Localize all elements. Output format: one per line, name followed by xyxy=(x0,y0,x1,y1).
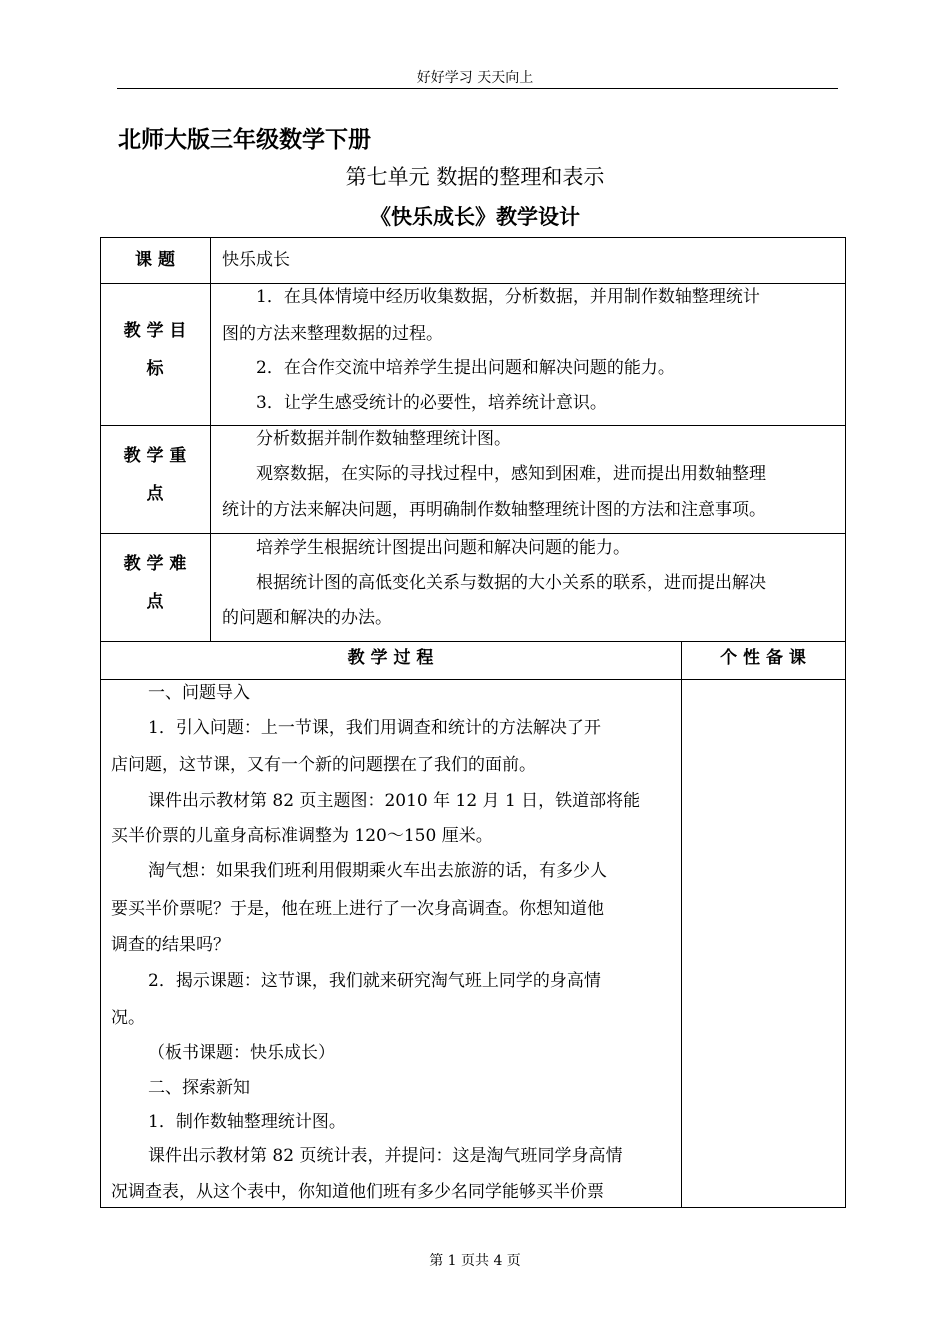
process-line: 况。 xyxy=(111,1008,145,1028)
key-line: 观察数据，在实际的寻找过程中，感知到困难，进而提出用数轴整理 xyxy=(256,464,766,484)
goals-label-line1: 教 学 目 xyxy=(123,321,187,341)
difficulty-line: 培养学生根据统计图提出问题和解决问题的能力。 xyxy=(256,538,630,558)
page-footer-number: 第 1 页共 4 页 xyxy=(429,1253,521,1269)
key-line: 分析数据并制作数轴整理统计图。 xyxy=(256,429,511,449)
topic-value: 快乐成长 xyxy=(222,250,290,270)
topic-label: 课 题 xyxy=(135,250,175,270)
key-label-line2: 点 xyxy=(146,484,164,504)
document-title: 北师大版三年级数学下册 xyxy=(118,127,371,153)
key-line: 统计的方法来解决问题，再明确制作数轴整理统计图的方法和注意事项。 xyxy=(222,500,766,520)
goals-line: 1．在具体情境中经历收集数据，分析数据，并用制作数轴整理统计 xyxy=(256,287,760,307)
personal-prep-header: 个 性 备 课 xyxy=(720,648,806,668)
difficulty-label-line2: 点 xyxy=(146,592,164,612)
document-subtitle-lesson: 《快乐成长》教学设计 xyxy=(370,204,580,229)
goals-label-line2: 标 xyxy=(146,359,164,379)
process-line: 况调查表，从这个表中，你知道他们班有多少名同学能够买半价票 xyxy=(111,1182,604,1202)
process-line: 课件出示教材第 82 页统计表，并提问：这是淘气班同学身高情 xyxy=(148,1146,623,1166)
difficulty-line: 根据统计图的高低变化关系与数据的大小关系的联系，进而提出解决 xyxy=(256,573,766,593)
process-line: 1．引入问题：上一节课，我们用调查和统计的方法解决了开 xyxy=(148,718,601,738)
process-header: 教 学 过 程 xyxy=(347,648,434,668)
goals-line: 3．让学生感受统计的必要性，培养统计意识。 xyxy=(256,393,607,413)
process-line: 一、问题导入 xyxy=(148,683,250,703)
process-line: 调查的结果吗？ xyxy=(111,935,230,955)
process-line: 1．制作数轴整理统计图。 xyxy=(148,1112,346,1132)
table-line xyxy=(681,641,682,1207)
process-line: 要买半价票呢？于是，他在班上进行了一次身高调查。你想知道他 xyxy=(111,899,604,919)
process-line: 店问题，这节课，又有一个新的问题摆在了我们的面前。 xyxy=(111,755,536,775)
process-line: 课件出示教材第 82 页主题图：2010 年 12 月 1 日，铁道部将能 xyxy=(148,791,641,811)
process-line: 买半价票的儿童身高标准调整为 120～150 厘米。 xyxy=(111,826,493,846)
goals-line: 图的方法来整理数据的过程。 xyxy=(222,324,443,344)
key-label-line1: 教 学 重 xyxy=(123,446,187,466)
process-line: 2．揭示课题：这节课，我们就来研究淘气班上同学的身高情 xyxy=(148,971,601,991)
process-line: 淘气想：如果我们班利用假期乘火车出去旅游的话，有多少人 xyxy=(148,861,607,881)
table-border-right xyxy=(845,237,846,1207)
difficulty-label-line1: 教 学 难 xyxy=(123,554,187,574)
table-line xyxy=(210,237,211,641)
difficulty-line: 的问题和解决的办法。 xyxy=(222,608,392,628)
goals-line: 2．在合作交流中培养学生提出问题和解决问题的能力。 xyxy=(256,358,675,378)
process-line: 二、探索新知 xyxy=(148,1078,250,1098)
page-header-text: 好好学习 天天向上 xyxy=(416,70,534,86)
table-border-top xyxy=(100,237,846,238)
header-rule xyxy=(117,88,838,89)
document-subtitle-unit: 第七单元 数据的整理和表示 xyxy=(345,165,605,189)
process-line: （板书课题：快乐成长） xyxy=(148,1043,335,1063)
